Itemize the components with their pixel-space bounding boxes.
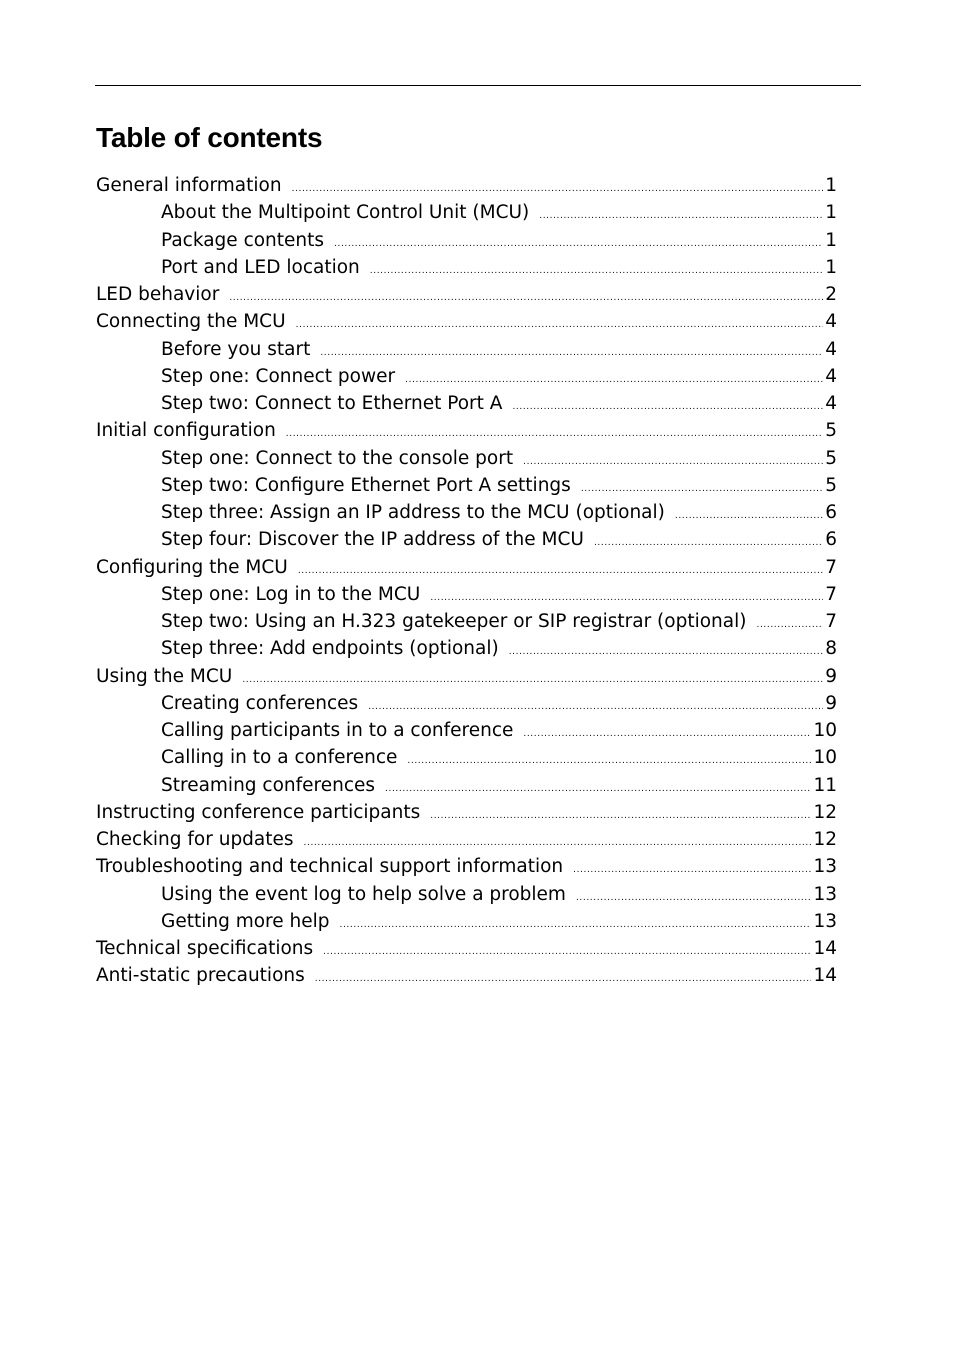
toc-page-number: 4 [825, 311, 837, 333]
toc-subentry[interactable] [96, 581, 837, 608]
toc-page-number: 13 [813, 883, 837, 905]
toc-entry[interactable] [96, 172, 837, 199]
toc-dot-leader [523, 729, 811, 739]
toc-entry-title: Before you start [161, 338, 311, 360]
toc-page-number: 11 [813, 774, 837, 796]
toc-dot-leader [334, 239, 823, 249]
toc-entry[interactable] [96, 663, 837, 690]
toc-entry-title: Checking for updates [96, 829, 294, 850]
toc-dot-leader [539, 211, 823, 221]
toc-dot-leader [304, 838, 812, 848]
toc-page-number: 14 [813, 938, 837, 959]
toc-page-number: 9 [825, 665, 837, 687]
toc-entry-title: Step three: Add endpoints (optional) [161, 638, 499, 660]
toc-page-number: 12 [813, 801, 837, 823]
toc-dot-leader [407, 756, 811, 766]
toc-entry-title: Step two: Using an H.323 gatekeeper or SIP registrar (optional) [161, 611, 747, 632]
toc-page-number: 14 [813, 965, 837, 987]
toc-dot-leader [292, 184, 823, 194]
toc-entry-title: Creating conferences [161, 692, 359, 714]
toc-dot-leader [509, 647, 823, 657]
toc-dot-leader [320, 348, 823, 358]
toc-dot-leader [385, 784, 811, 794]
toc-entry-title: Instructing conference participants [96, 801, 421, 823]
toc-page-number: 7 [825, 583, 837, 605]
toc-dot-leader [430, 593, 823, 603]
toc-entry-title: Package contents [161, 229, 325, 251]
toc-page-number: 5 [825, 447, 837, 469]
toc-subentry[interactable] [96, 199, 837, 226]
toc-page-number: 7 [825, 556, 837, 578]
toc-entry-title: Anti-static precautions [96, 965, 305, 987]
toc-entry-title: Step one: Connect power [161, 365, 396, 387]
toc-entry[interactable] [96, 962, 837, 989]
toc-entry-title: Step two: Configure Ethernet Port A settings [161, 474, 571, 496]
toc-subentry[interactable] [96, 363, 837, 390]
toc-subentry[interactable] [96, 526, 837, 553]
toc-entry[interactable] [96, 308, 837, 335]
toc-page-number: 1 [825, 229, 837, 251]
toc-entry[interactable] [96, 281, 837, 308]
toc-entry-title: Troubleshooting and technical support information [96, 856, 564, 878]
toc-dot-leader [368, 702, 823, 712]
toc-subentry[interactable] [96, 499, 837, 526]
toc-page-number: 7 [825, 611, 837, 632]
toc-subentry[interactable] [96, 881, 837, 908]
toc-entry[interactable] [96, 799, 837, 826]
toc-entry-title: LED behavior [96, 284, 220, 305]
toc-entry-title: Configuring the MCU [96, 556, 288, 578]
toc-page-number: 8 [825, 638, 837, 660]
toc-page-number: 6 [825, 502, 837, 523]
toc-dot-leader [405, 375, 823, 385]
toc-page-number: 2 [825, 284, 837, 305]
toc-dot-leader [298, 566, 823, 576]
toc-entry-title: Step three: Assign an IP address to the MCU (optional) [161, 502, 665, 523]
toc-dot-leader [340, 920, 812, 930]
toc-entry[interactable] [96, 417, 837, 444]
toc-entry[interactable] [96, 826, 837, 853]
toc-subentry[interactable] [96, 608, 837, 635]
toc-entry-title: Step four: Discover the IP address of the MCU [161, 529, 584, 551]
toc-page-number: 5 [825, 420, 837, 442]
toc-page-number: 13 [813, 856, 837, 878]
toc-subentry[interactable] [96, 908, 837, 935]
toc-page-number: 10 [813, 747, 837, 769]
toc-entry-title: Initial configuration [96, 420, 276, 442]
toc-page-number: 4 [825, 338, 837, 360]
toc-entry-title: Step one: Log in to the MCU [161, 583, 421, 605]
toc-dot-leader [576, 893, 811, 903]
toc-subentry[interactable] [96, 445, 837, 472]
toc-dot-leader [296, 320, 823, 330]
toc-entry-title: Technical specifications [96, 938, 314, 959]
toc-page-number: 1 [825, 256, 837, 278]
toc-entry[interactable] [96, 554, 837, 581]
toc-dot-leader [323, 947, 811, 957]
toc-dot-leader [286, 429, 823, 439]
toc-dot-leader [242, 675, 823, 685]
toc-page-number: 1 [825, 175, 837, 196]
toc-dot-leader [675, 511, 823, 521]
toc-dot-leader [523, 457, 823, 467]
toc-page-number: 10 [813, 720, 837, 741]
toc-dot-leader [315, 974, 812, 984]
toc-dot-leader [229, 293, 823, 303]
toc-dot-leader [581, 484, 823, 494]
toc-subentry[interactable] [96, 717, 837, 744]
page-title: Table of contents [96, 122, 323, 153]
toc-entry-title: Using the event log to help solve a problem [161, 883, 566, 905]
toc-entry-title: Step two: Connect to Ethernet Port A [161, 393, 503, 414]
toc-subentry[interactable] [96, 254, 837, 281]
toc-entry-title: Using the MCU [96, 665, 233, 687]
toc-subentry[interactable] [96, 472, 837, 499]
toc-subentry[interactable] [96, 336, 837, 363]
toc-entry-title: Calling participants in to a conference [161, 720, 514, 741]
toc-entry-title: Connecting the MCU [96, 311, 286, 333]
toc-dot-leader [573, 865, 811, 875]
toc-page-number: 4 [825, 365, 837, 387]
table-of-contents [96, 172, 837, 990]
toc-page-number: 13 [813, 910, 837, 932]
toc-page-number: 6 [825, 529, 837, 551]
toc-entry-title: Calling in to a conference [161, 747, 398, 769]
toc-entry-title: Streaming conferences [161, 774, 376, 796]
toc-entry-title: Port and LED location [161, 256, 360, 278]
header-rule [95, 85, 861, 86]
toc-entry-title: Getting more help [161, 910, 330, 932]
toc-page-number: 5 [825, 474, 837, 496]
toc-subentry[interactable] [96, 227, 837, 254]
toc-entry-title: About the Multipoint Control Unit (MCU) [161, 202, 530, 224]
toc-dot-leader [512, 402, 823, 412]
toc-entry[interactable] [96, 853, 837, 880]
toc-subentry[interactable] [96, 635, 837, 662]
toc-entry[interactable] [96, 935, 837, 962]
toc-page-number: 9 [825, 692, 837, 714]
toc-dot-leader [756, 620, 823, 630]
toc-subentry[interactable] [96, 690, 837, 717]
toc-subentry[interactable] [96, 772, 837, 799]
toc-dot-leader [594, 538, 823, 548]
toc-page-number: 12 [813, 829, 837, 850]
toc-subentry[interactable] [96, 390, 837, 417]
toc-page-number: 4 [825, 393, 837, 414]
toc-dot-leader [430, 811, 811, 821]
toc-page-number: 1 [825, 202, 837, 224]
toc-entry-title: Step one: Connect to the console port [161, 447, 514, 469]
toc-dot-leader [370, 266, 823, 276]
toc-subentry[interactable] [96, 744, 837, 771]
toc-entry-title: General information [96, 175, 282, 196]
